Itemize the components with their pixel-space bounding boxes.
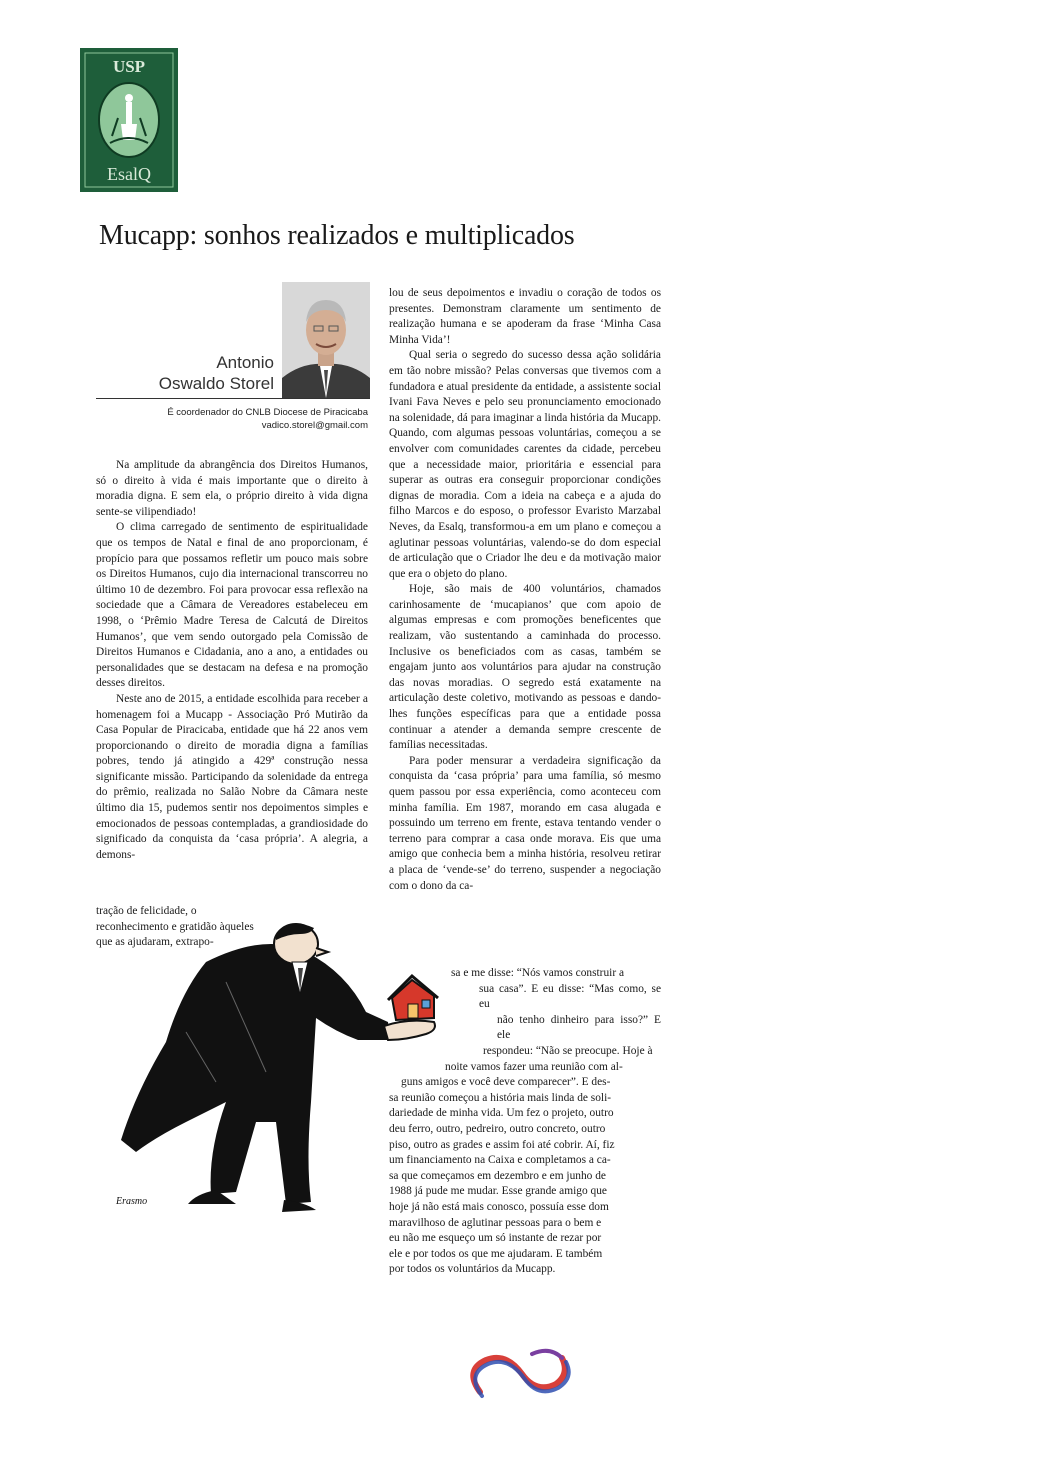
text-line: dariedade de minha vida. Um fez o projeto, outro (389, 1107, 614, 1120)
text-line: ele e por todos os que me ajudaram. E também (389, 1247, 603, 1260)
author-role: É coordenador do CNLB Diocese de Piracicaba (167, 407, 368, 418)
paragraph: Hoje, são mais de 400 voluntários, chamados carinhosamente de ‘mucapianos’ que com apoio de algumas empresas e com promoções beneficentes que realizam, vão sustentando a caminhada do processo. Inclusive os beneficiados com as casas, também se engajam junto aos voluntários para ajudar na construção das novas moradias. O segredo está exatamente na articulação deste coletivo, motivando as pessoas e dando-lhes funções específicas para que a entidade possa continuar a atender a demanda sempre crescente de famílias necessitadas. (389, 583, 661, 752)
text-line: sua casa”. E eu disse: “Mas como, se eu (479, 982, 661, 1011)
text-line: sa reunião começou a história mais linda de soli- (389, 1091, 612, 1104)
text-line: guns amigos e você deve comparecer”. E des- (401, 1076, 611, 1089)
author-first-name: Antonio (216, 353, 274, 372)
footer-swoosh-logo (466, 1340, 576, 1406)
cartoon-signature: Erasmo (116, 1196, 148, 1207)
text-line: piso, outro as grades e assim foi até cobrir. Aí, fiz (389, 1138, 615, 1151)
text-line: deu ferro, outro, pedreiro, outro concreto, outro (389, 1122, 606, 1135)
logo-esalq-text: EsalQ (107, 164, 151, 184)
author-last-name: Oswaldo Storel (158, 374, 274, 393)
paragraph: Qual seria o segredo do sucesso dessa ação solidária em tão nobre missão? Pelas conversas que tivemos com a fundadora e atual presidente da entidade, a assistente social Ivani Fava Neves e pelo seu pronunciamento emocionado na solenidade, dá para imaginar a linda história da Mucapp. Quando, com algumas pessoas voluntárias, começou a se envolver com comunidades carentes da cidade, percebeu que a necessidade maior, prioritária e essencial para superar as outras era conseguir proporcionar condições dignas de moradia. Com a ideia na cabeça e a ajuda do filho Marcos e do esposo, o professor Evaristo Marzabal Neves, da Esalq, transformou-a em um plano e começou a aglutinar pessoas voluntárias, valendo-se do dom especial de articulação que o Criador lhe deu e da motivação maior que era o objeto do plano. (389, 349, 661, 580)
article-title: Mucapp: sonhos realizados e multiplicados (99, 220, 575, 251)
text-line: respondeu: “Não se preocupe. Hoje à (483, 1044, 653, 1057)
byline-divider (96, 398, 370, 399)
author-name (96, 352, 274, 394)
text-line: maravilhoso de aglutinar pessoas para o bem e (389, 1216, 602, 1229)
text-line: eu não me esqueço um só instante de rezar por (389, 1232, 602, 1245)
author-email: vadico.storel@gmail.com (261, 420, 368, 431)
paragraph: Neste ano de 2015, a entidade escolhida para receber a homenagem foi a Mucapp - Associação Pró Mutirão da Casa Popular de Piracicaba, entidade que há 22 anos vem proporcionando o direito de moradia digna a famílias pobres, tendo já atingido a 429ª construção nessa significante missão. Participando da solenidade da entrega do prêmio, realizada no Salão Nobre da Câmara neste último dia 15, pudemos sentir nos depoimentos simples e emocionados de pessoas contempladas, a grandiosidade do significado da conquista da ‘casa própria’. A alegria, a demons- (96, 692, 368, 861)
usp-esalq-logo (80, 48, 178, 192)
text-line: 1988 já pude me mudar. Esse grande amigo que (389, 1185, 607, 1198)
paragraph: O clima carregado de sentimento de espiritualidade que os tempos de Natal e final de ano proporcionam, é propício para que possamos refletir um pouco mais sobre os Direitos Humanos, cujo dia internacional transcorreu no último 10 de dezembro. Foi para provocar essa reflexão na sociedade que a Câmara de Vereadores estabeleceu em 1998, o ‘Prêmio Madre Teresa de Calcutá de Direitos Humanos’, que vem sendo outorgado pela Comissão de Direitos Humanos e Cidadania, ano a ano, a entidades ou personalidades que se destacam na defesa e na promoção desses direitos. (96, 521, 368, 690)
article-column-left (96, 458, 368, 863)
paragraph: lou de seus depoimentos e invadiu o coração de todos os presentes. Demonstram claramente um sentimento de realização humana e se apoderam da frase ‘Minha Casa Minha Vida’! (389, 287, 661, 346)
text-line: um financiamento na Caixa e completamos a ca- (389, 1154, 611, 1167)
logo-usp-text: USP (112, 57, 146, 76)
paragraph: Na amplitude da abrangência dos Direitos Humanos, só o direito à vida é mais importante que o direito à moradia digna. E sem ela, o próprio direito à vida digna sente-se vilipendiado! (96, 459, 368, 518)
text-line: não tenho dinheiro para isso?” E ele (497, 1013, 661, 1042)
cartoon-illustration (96, 922, 456, 1222)
text-line: hoje já não está mais conosco, possuía esse dom (389, 1200, 609, 1213)
paragraph: Para poder mensurar a verdadeira significação da conquista da ‘casa própria’ para uma família, só mesmo quem passou por essa experiência, como aconteceu com minha família. Em 1987, morando em casa alugada e possuindo um terreno em frente, estava tentando vender o terreno para comprar a casa onde morava. Eis que uma amigo que conhecia bem a minha história, resolveu retirar a placa de ‘vende-se’ do terreno, suspender a negociação com o dono da ca- (389, 754, 661, 892)
text-line: sa que começamos em dezembro e em junho de (389, 1169, 606, 1182)
author-bio (96, 406, 368, 432)
text-line: sa e me disse: “Nós vamos construir a (451, 967, 625, 979)
text-line: noite vamos fazer uma reunião com al- (445, 1060, 623, 1073)
paragraph-continuation: tração de felicidade, o reconhecimento e gratidão àqueles que as ajudaram, extrapo- (96, 905, 254, 949)
author-photo (282, 282, 370, 398)
text-line: por todos os voluntários da Mucapp. (389, 1263, 556, 1276)
article-column-right (389, 286, 661, 894)
